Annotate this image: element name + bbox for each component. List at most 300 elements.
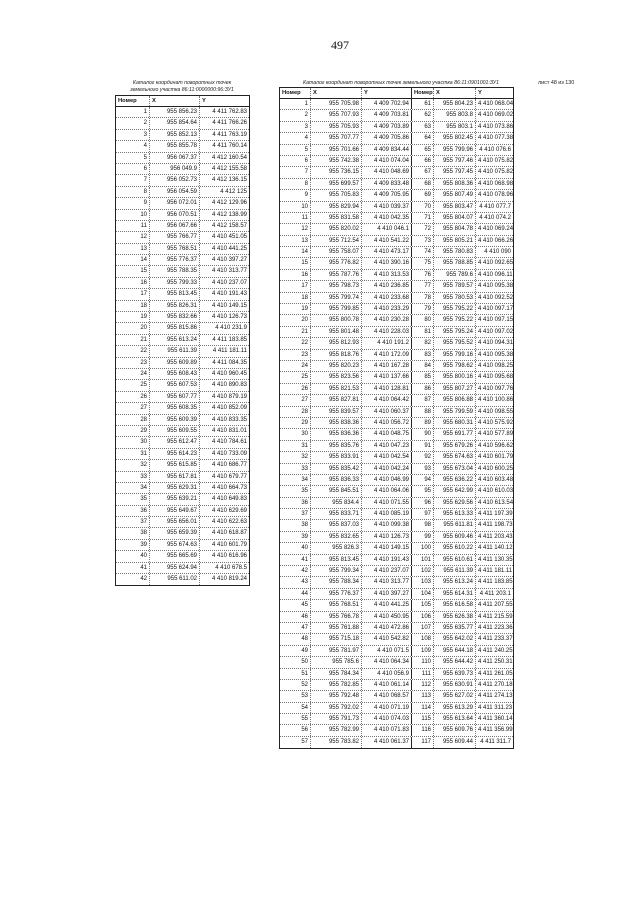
table-row <box>116 358 249 369</box>
table-row <box>280 498 513 509</box>
header-number: Номер <box>282 90 301 96</box>
cell-x: 955 642.02 <box>433 634 475 644</box>
cell-x: 955 715.18 <box>310 634 361 644</box>
cell-x: 955 782.99 <box>310 725 361 735</box>
cell-number: 6 <box>143 165 147 172</box>
cell-y: 4 410 068.57 <box>361 691 411 701</box>
cell-y: 4 410 313.53 <box>361 270 411 280</box>
table-row <box>280 589 513 600</box>
cell-y: 4 410 048.75 <box>361 429 411 439</box>
cell-number: 43 <box>301 579 308 586</box>
table-row <box>116 278 249 289</box>
cell-number: 22 <box>140 348 147 355</box>
cell-x: 955 782.85 <box>310 680 361 690</box>
cell-number: 4 <box>304 135 308 142</box>
cell-x: 955 613.29 <box>433 703 475 713</box>
table-row <box>280 680 513 691</box>
table-row <box>280 281 513 292</box>
cell-x: 955 613.64 <box>433 714 475 724</box>
cell-number: 72 <box>411 224 433 234</box>
cell-x: 955 629.31 <box>149 483 199 493</box>
cell-number: 22 <box>301 340 308 347</box>
cell-x: 956 052.73 <box>149 175 199 185</box>
cell-number: 110 <box>411 657 433 667</box>
cell-x: 955 804.23 <box>433 99 475 109</box>
cell-x: 955 792.48 <box>310 691 361 701</box>
cell-y: 4 409 703.81 <box>361 110 411 120</box>
cell-y: 4 410 890.83 <box>199 380 249 390</box>
cell-y: 4 410 075.82 <box>475 167 513 177</box>
cell-number: 24 <box>301 362 308 369</box>
cell-y: 4 410 085.19 <box>361 509 411 519</box>
cell-number: 20 <box>140 325 147 332</box>
cell-number: 77 <box>411 281 433 291</box>
cell-y: 4 410 733.09 <box>199 449 249 459</box>
cell-x: 955 608.35 <box>149 403 199 413</box>
cell-number: 48 <box>301 636 308 643</box>
cell-y: 4 410 603.48 <box>475 475 513 485</box>
cell-number: 18 <box>140 302 147 309</box>
table-row <box>116 301 249 312</box>
cell-number: 15 <box>140 268 147 275</box>
cell-number: 10 <box>301 203 308 210</box>
cell-y: 4 410 042.24 <box>361 464 411 474</box>
cell-y: 4 410 039.37 <box>361 202 411 212</box>
table-row <box>280 122 513 133</box>
cell-y: 4 410 191.2 <box>361 338 411 348</box>
cell-x: 955 609.44 <box>433 737 475 748</box>
cell-y: 4 410 097.02 <box>475 327 513 337</box>
cell-number: 34 <box>301 476 308 483</box>
cell-x: 955 826.3 <box>310 543 361 553</box>
cell-x: 955 799.59 <box>433 407 475 417</box>
cell-number: 106 <box>411 612 433 622</box>
cell-x: 955 802.45 <box>433 133 475 143</box>
cell-y: 4 410 048.69 <box>361 167 411 177</box>
cell-y: 4 410 237.07 <box>199 278 249 288</box>
cell-y: 4 411 181.11 <box>475 566 513 576</box>
cell-y: 4 411 140.12 <box>475 543 513 553</box>
cell-y: 4 410 236.85 <box>361 281 411 291</box>
cell-number: 34 <box>140 484 147 491</box>
cell-y: 4 410 098.25 <box>475 361 513 371</box>
cell-number: 45 <box>301 602 308 609</box>
cell-number: 26 <box>301 385 308 392</box>
cell-x: 956 067.37 <box>149 153 199 163</box>
cell-x: 955 803.47 <box>433 202 475 212</box>
table-row <box>116 472 249 483</box>
cell-y: 4 410 137.66 <box>361 372 411 382</box>
cell-y: 4 412 129.96 <box>199 198 249 208</box>
cell-x: 955 799.74 <box>310 293 361 303</box>
cell-x: 955 629.56 <box>433 498 475 508</box>
cell-number: 89 <box>411 418 433 428</box>
cell-x: 956 072.01 <box>149 198 199 208</box>
cell-y: 4 410 092.65 <box>475 258 513 268</box>
table-row <box>116 563 249 574</box>
cell-y: 4 411 130.35 <box>475 555 513 565</box>
cell-x: 955 781.97 <box>310 646 361 656</box>
cell-number: 11 <box>140 222 147 229</box>
cell-x: 955 791.73 <box>310 714 361 724</box>
table-row <box>116 528 249 539</box>
cell-x: 955 855.78 <box>149 141 199 151</box>
cell-x: 955 707.77 <box>310 133 361 143</box>
cell-x: 955 705.93 <box>310 122 361 132</box>
cell-x: 955 614.23 <box>149 449 199 459</box>
cell-number: 11 <box>301 214 308 221</box>
header-y-2: Y <box>475 88 513 98</box>
table-row <box>116 255 249 266</box>
header-x-2: X <box>433 88 475 98</box>
cell-x: 955 787.76 <box>310 270 361 280</box>
cell-number: 80 <box>411 315 433 325</box>
cell-y: 4 411 270.18 <box>475 680 513 690</box>
cell-y: 4 410 068.04 <box>475 99 513 109</box>
cell-number: 63 <box>411 122 433 132</box>
cell-x: 955 813.45 <box>149 289 199 299</box>
cell-x: 955 833.71 <box>310 509 361 519</box>
cell-y: 4 411 763.19 <box>199 130 249 140</box>
cell-number: 115 <box>411 714 433 724</box>
cell-x: 955 636.22 <box>433 475 475 485</box>
cell-number: 103 <box>411 577 433 587</box>
table-row <box>116 198 249 209</box>
cell-number: 15 <box>301 260 308 267</box>
cell-y: 4 411 250.31 <box>475 657 513 667</box>
cell-x: 955 813.45 <box>310 555 361 565</box>
cell-y: 4 410 098.55 <box>475 407 513 417</box>
table-header-row <box>116 96 249 107</box>
cell-y: 4 412 136.15 <box>199 175 249 185</box>
cell-x: 956 054.59 <box>149 187 199 197</box>
cell-y: 4 412 138.99 <box>199 210 249 220</box>
table-row <box>280 384 513 395</box>
cell-number: 12 <box>301 226 308 233</box>
table-row <box>280 190 513 201</box>
cell-x: 955 788.35 <box>149 266 199 276</box>
cell-y: 4 410 784.61 <box>199 437 249 447</box>
cell-y: 4 411 223.36 <box>475 623 513 633</box>
cell-y: 4 410 068.98 <box>475 179 513 189</box>
cell-number: 12 <box>140 234 147 241</box>
cell-x: 955 799.85 <box>310 304 361 314</box>
cell-number: 81 <box>411 327 433 337</box>
cell-number: 94 <box>411 475 433 485</box>
cell-x: 955 818.76 <box>310 350 361 360</box>
table-row <box>280 110 513 121</box>
cell-x: 955 784.34 <box>310 669 361 679</box>
table-row <box>280 167 513 178</box>
table-row <box>116 483 249 494</box>
cell-x: 955 679.26 <box>433 441 475 451</box>
table-row <box>280 520 513 531</box>
left-caption-line-2: земельного участка 86:11:0000000:96:ЗУ1 <box>130 87 234 93</box>
cell-number: 19 <box>140 314 147 321</box>
cell-x: 955 635.77 <box>433 623 475 633</box>
table-row <box>280 566 513 577</box>
table-row <box>280 725 513 736</box>
cell-y: 4 410 879.19 <box>199 392 249 402</box>
cell-number: 29 <box>140 427 147 434</box>
cell-number: 113 <box>411 691 433 701</box>
cell-y: 4 410 071.83 <box>361 725 411 735</box>
cell-y: 4 410 167.28 <box>361 361 411 371</box>
cell-y: 4 410 601.79 <box>475 452 513 462</box>
cell-x: 955 803.8 <box>433 110 475 120</box>
cell-number: 67 <box>411 167 433 177</box>
table-row <box>280 543 513 554</box>
cell-number: 93 <box>411 464 433 474</box>
table-row <box>280 247 513 258</box>
cell-number: 5 <box>304 146 308 153</box>
cell-number: 109 <box>411 646 433 656</box>
cell-number: 5 <box>143 154 147 161</box>
cell-y: 4 410 233.68 <box>361 293 411 303</box>
cell-number: 98 <box>411 520 433 530</box>
cell-y: 4 410 237.07 <box>361 566 411 576</box>
table-row <box>116 506 249 517</box>
table-row <box>280 555 513 566</box>
cell-y: 4 410 046.99 <box>361 475 411 485</box>
cell-y: 4 410 149.15 <box>199 301 249 311</box>
table-row <box>280 600 513 611</box>
cell-number: 16 <box>301 271 308 278</box>
cell-x: 955 705.83 <box>310 190 361 200</box>
cell-number: 25 <box>140 382 147 389</box>
cell-x: 955 788.34 <box>310 577 361 587</box>
cell-number: 47 <box>301 624 308 631</box>
cell-y: 4 410 819.24 <box>199 574 249 585</box>
cell-y: 4 410 097.15 <box>475 315 513 325</box>
table-row <box>280 646 513 657</box>
cell-x: 956 049.9 <box>149 164 199 174</box>
cell-x: 955 839.57 <box>310 407 361 417</box>
cell-x: 955 785.6 <box>310 657 361 667</box>
cell-number: 107 <box>411 623 433 633</box>
cell-x: 956 070.51 <box>149 210 199 220</box>
cell-number: 13 <box>140 245 147 252</box>
cell-x: 955 761.88 <box>310 623 361 633</box>
cell-number: 21 <box>140 336 147 343</box>
header-number: Номер <box>118 98 137 104</box>
cell-x: 955 609.89 <box>149 358 199 368</box>
table-row <box>280 133 513 144</box>
cell-y: 4 410 094.31 <box>475 338 513 348</box>
cell-number: 27 <box>140 405 147 412</box>
cell-x: 955 854.64 <box>149 118 199 128</box>
right-table-caption <box>282 80 520 87</box>
cell-x: 955 821.53 <box>310 384 361 394</box>
table-row <box>116 449 249 460</box>
cell-y: 4 410 074.2 <box>475 213 513 223</box>
cell-x: 955 758.07 <box>310 247 361 257</box>
cell-x: 955 832.65 <box>310 532 361 542</box>
table-row <box>280 361 513 372</box>
table-row <box>280 429 513 440</box>
cell-number: 86 <box>411 384 433 394</box>
cell-y: 4 411 207.55 <box>475 600 513 610</box>
table-row <box>116 574 249 585</box>
cell-y: 4 410 852.09 <box>199 403 249 413</box>
cell-number: 41 <box>301 556 308 563</box>
cell-y: 4 410 042.35 <box>361 213 411 223</box>
cell-x: 955 837.03 <box>310 520 361 530</box>
cell-x: 955 776.82 <box>310 258 361 268</box>
table-row <box>280 737 513 748</box>
table-row <box>280 270 513 281</box>
cell-x: 955 807.49 <box>433 190 475 200</box>
cell-y: 4 410 960.45 <box>199 369 249 379</box>
cell-x: 955 613.33 <box>433 509 475 519</box>
cell-y: 4 410 451.05 <box>199 232 249 242</box>
cell-y: 4 410 060.37 <box>361 407 411 417</box>
table-row <box>280 395 513 406</box>
cell-number: 39 <box>301 533 308 540</box>
cell-x: 955 611.81 <box>433 520 475 530</box>
cell-x: 955 615.85 <box>149 460 199 470</box>
left-table-body <box>116 107 249 585</box>
cell-number: 75 <box>411 258 433 268</box>
cell-number: 66 <box>411 156 433 166</box>
cell-x: 955 608.43 <box>149 369 199 379</box>
cell-y: 4 411 274.13 <box>475 691 513 701</box>
table-row <box>280 372 513 383</box>
cell-x: 955 613.24 <box>149 335 199 345</box>
table-row <box>280 612 513 623</box>
cell-y: 4 410 172.09 <box>361 350 411 360</box>
cell-y: 4 410 075.82 <box>475 156 513 166</box>
table-row <box>116 494 249 505</box>
cell-y: 4 410 126.73 <box>199 312 249 322</box>
cell-y: 4 410 149.15 <box>361 543 411 553</box>
cell-x: 955 766.78 <box>310 612 361 622</box>
cell-number: 54 <box>301 704 308 711</box>
cell-y: 4 410 679.77 <box>199 472 249 482</box>
header-x: X <box>310 88 361 98</box>
right-table-body <box>280 99 513 748</box>
cell-number: 57 <box>301 738 308 745</box>
cell-x: 955 799.33 <box>149 278 199 288</box>
cell-x: 955 806.88 <box>433 395 475 405</box>
cell-number: 19 <box>301 306 308 313</box>
cell-number: 70 <box>411 202 433 212</box>
cell-y: 4 410 056.9 <box>361 669 411 679</box>
cell-number: 95 <box>411 486 433 496</box>
cell-number: 87 <box>411 395 433 405</box>
cell-number: 88 <box>411 407 433 417</box>
table-header-row <box>280 88 513 99</box>
cell-x: 955 798.62 <box>433 361 475 371</box>
cell-y: 4 410 064.42 <box>361 395 411 405</box>
cell-x: 955 795.22 <box>433 304 475 314</box>
cell-y: 4 410 472.86 <box>361 623 411 633</box>
cell-x: 955 768.51 <box>310 600 361 610</box>
cell-x: 955 665.69 <box>149 551 199 561</box>
cell-y: 4 411 183.85 <box>475 577 513 587</box>
table-row <box>280 202 513 213</box>
table-row <box>116 426 249 437</box>
cell-y: 4 411 183.85 <box>199 335 249 345</box>
cell-number: 9 <box>304 192 308 199</box>
cell-y: 4 410 233.29 <box>361 304 411 314</box>
cell-y: 4 410 618.87 <box>199 528 249 538</box>
cell-number: 90 <box>411 429 433 439</box>
cell-number: 30 <box>301 431 308 438</box>
cell-y: 4 410 095.38 <box>475 350 513 360</box>
cell-y: 4 410 046.1 <box>361 224 411 234</box>
cell-number: 14 <box>301 249 308 256</box>
cell-x: 955 627.02 <box>433 691 475 701</box>
cell-number: 68 <box>411 179 433 189</box>
table-row <box>116 335 249 346</box>
cell-x: 955 836.33 <box>310 475 361 485</box>
table-row <box>280 258 513 269</box>
table-row <box>280 441 513 452</box>
table-row <box>280 418 513 429</box>
table-row <box>280 634 513 645</box>
cell-x: 955 639.21 <box>149 494 199 504</box>
cell-number: 25 <box>301 374 308 381</box>
cell-x: 955 691.77 <box>433 429 475 439</box>
cell-y: 4 410 613.54 <box>475 498 513 508</box>
table-row <box>280 145 513 156</box>
cell-y: 4 410 071.55 <box>361 498 411 508</box>
cell-number: 64 <box>411 133 433 143</box>
cell-number: 76 <box>411 270 433 280</box>
cell-x: 955 852.13 <box>149 130 199 140</box>
cell-number: 102 <box>411 566 433 576</box>
cell-number: 53 <box>301 693 308 700</box>
cell-x: 955 820.23 <box>310 361 361 371</box>
table-row <box>280 623 513 634</box>
left-coordinates-table <box>115 95 250 586</box>
cell-x: 955 617.81 <box>149 472 199 482</box>
cell-x: 955 624.94 <box>149 563 199 573</box>
cell-x: 955 833.91 <box>310 452 361 462</box>
cell-number: 38 <box>140 530 147 537</box>
cell-y: 4 411 203.1 <box>475 589 513 599</box>
cell-x: 955 673.04 <box>433 464 475 474</box>
table-row <box>116 403 249 414</box>
cell-x: 955 838.36 <box>310 418 361 428</box>
cell-x: 955 611.02 <box>149 574 199 585</box>
cell-x: 955 649.67 <box>149 506 199 516</box>
cell-x: 955 609.39 <box>149 415 199 425</box>
cell-y: 4 410 128.81 <box>361 384 411 394</box>
cell-y: 4 410 313.77 <box>199 266 249 276</box>
cell-x: 955 831.58 <box>310 213 361 223</box>
table-row <box>280 327 513 338</box>
table-row <box>116 312 249 323</box>
cell-y: 4 410 542.82 <box>361 634 411 644</box>
cell-x: 955 609.76 <box>433 725 475 735</box>
cell-y: 4 410 541.22 <box>361 236 411 246</box>
cell-x: 955 607.53 <box>149 380 199 390</box>
cell-y: 4 410 397.27 <box>361 589 411 599</box>
table-row <box>116 130 249 141</box>
cell-x: 955 788.85 <box>433 258 475 268</box>
table-row <box>116 460 249 471</box>
cell-number: 112 <box>411 680 433 690</box>
cell-number: 52 <box>301 681 308 688</box>
cell-number: 33 <box>140 473 147 480</box>
cell-number: 36 <box>140 507 147 514</box>
cell-y: 4 412 160.54 <box>199 153 249 163</box>
cell-x: 955 808.36 <box>433 179 475 189</box>
cell-y: 4 411 215.59 <box>475 612 513 622</box>
table-row <box>280 224 513 235</box>
